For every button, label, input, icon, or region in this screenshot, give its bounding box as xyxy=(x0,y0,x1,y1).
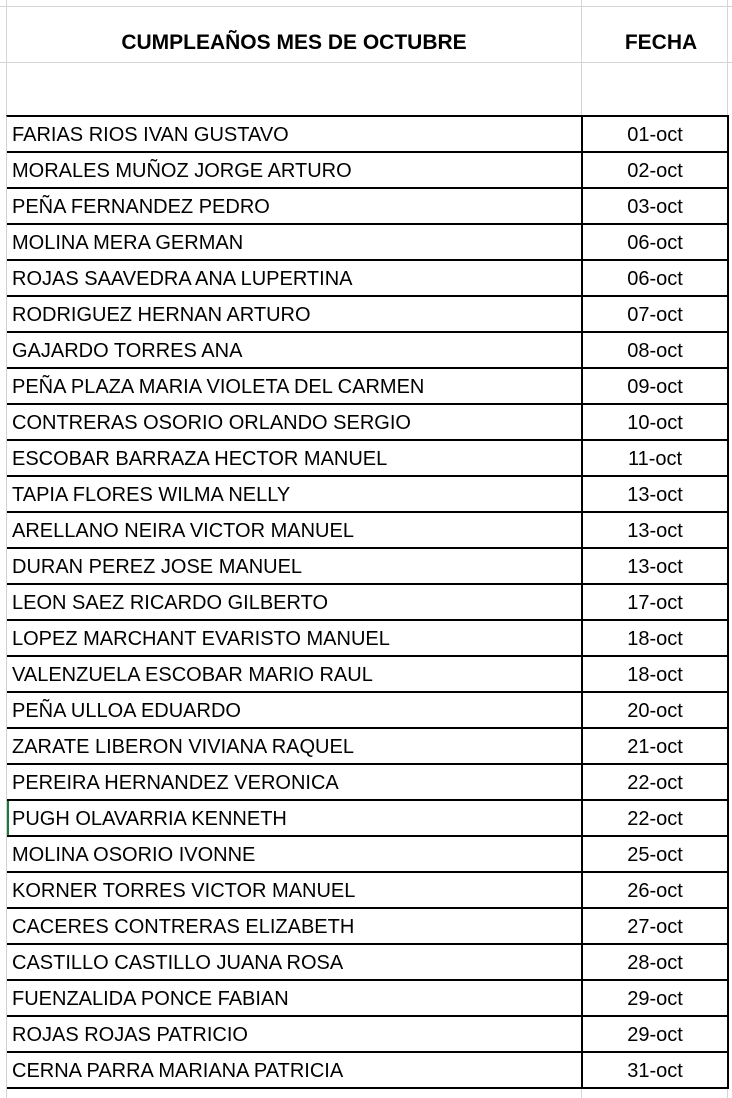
name-cell[interactable]: FUENZALIDA PONCE FABIAN xyxy=(7,981,583,1015)
date-cell[interactable]: 22-oct xyxy=(583,801,729,835)
name-cell[interactable]: VALENZUELA ESCOBAR MARIO RAUL xyxy=(7,657,583,691)
date-cell[interactable]: 13-oct xyxy=(583,549,729,583)
table-row xyxy=(7,981,729,1017)
date-cell[interactable]: 17-oct xyxy=(583,585,729,619)
table-row xyxy=(7,225,729,261)
name-cell[interactable]: PUGH OLAVARRIA KENNETH xyxy=(7,801,583,835)
date-cell[interactable]: 10-oct xyxy=(583,405,729,439)
table-row xyxy=(7,189,729,225)
table-row xyxy=(7,117,729,153)
table-row xyxy=(7,549,729,585)
name-cell[interactable]: ARELLANO NEIRA VICTOR MANUEL xyxy=(7,513,583,547)
table-row xyxy=(7,909,729,945)
name-cell[interactable]: GAJARDO TORRES ANA xyxy=(7,333,583,367)
name-cell[interactable]: CASTILLO CASTILLO JUANA ROSA xyxy=(7,945,583,979)
table-row xyxy=(7,873,729,909)
name-cell[interactable]: PEÑA ULLOA EDUARDO xyxy=(7,693,583,727)
table-row xyxy=(7,837,729,873)
date-cell[interactable]: 20-oct xyxy=(583,693,729,727)
name-cell[interactable]: CACERES CONTRERAS ELIZABETH xyxy=(7,909,583,943)
date-cell[interactable]: 26-oct xyxy=(583,873,729,907)
name-cell[interactable]: PEREIRA HERNANDEZ VERONICA xyxy=(7,765,583,799)
date-cell[interactable]: 06-oct xyxy=(583,225,729,259)
name-cell[interactable]: FARIAS RIOS IVAN GUSTAVO xyxy=(7,117,583,151)
name-cell[interactable]: PEÑA PLAZA MARIA VIOLETA DEL CARMEN xyxy=(7,369,583,403)
table-row xyxy=(7,261,729,297)
header-name-cell[interactable]: CUMPLEAÑOS MES DE OCTUBRE xyxy=(121,31,467,54)
date-cell[interactable]: 31-oct xyxy=(583,1053,729,1087)
date-cell[interactable]: 27-oct xyxy=(583,909,729,943)
name-cell[interactable]: ROJAS SAAVEDRA ANA LUPERTINA xyxy=(7,261,583,295)
date-cell[interactable]: 06-oct xyxy=(583,261,729,295)
name-cell[interactable]: MORALES MUÑOZ JORGE ARTURO xyxy=(7,153,583,187)
date-cell[interactable]: 29-oct xyxy=(583,1017,729,1051)
name-cell[interactable]: KORNER TORRES VICTOR MANUEL xyxy=(7,873,583,907)
date-cell[interactable]: 28-oct xyxy=(583,945,729,979)
date-cell[interactable]: 18-oct xyxy=(583,657,729,691)
header-row xyxy=(6,22,732,64)
date-cell[interactable]: 18-oct xyxy=(583,621,729,655)
table-row xyxy=(7,477,729,513)
date-cell[interactable]: 08-oct xyxy=(583,333,729,367)
date-cell[interactable]: 22-oct xyxy=(583,765,729,799)
name-cell[interactable]: RODRIGUEZ HERNAN ARTURO xyxy=(7,297,583,331)
table-row xyxy=(7,801,729,837)
table-row xyxy=(7,621,729,657)
grid-line xyxy=(0,6,732,7)
name-cell[interactable]: TAPIA FLORES WILMA NELLY xyxy=(7,477,583,511)
name-cell[interactable]: ESCOBAR BARRAZA HECTOR MANUEL xyxy=(7,441,583,475)
date-cell[interactable]: 29-oct xyxy=(583,981,729,1015)
date-cell[interactable]: 13-oct xyxy=(583,513,729,547)
table-row xyxy=(7,441,729,477)
table-row xyxy=(7,333,729,369)
date-cell[interactable]: 07-oct xyxy=(583,297,729,331)
date-cell[interactable]: 25-oct xyxy=(583,837,729,871)
table-row xyxy=(7,729,729,765)
name-cell[interactable]: MOLINA OSORIO IVONNE xyxy=(7,837,583,871)
table-row xyxy=(7,693,729,729)
name-cell[interactable]: CONTRERAS OSORIO ORLANDO SERGIO xyxy=(7,405,583,439)
date-cell[interactable]: 11-oct xyxy=(583,441,729,475)
date-cell[interactable]: 21-oct xyxy=(583,729,729,763)
table-row xyxy=(7,513,729,549)
table-row xyxy=(7,153,729,189)
date-cell[interactable]: 01-oct xyxy=(583,117,729,151)
date-cell[interactable]: 13-oct xyxy=(583,477,729,511)
name-cell[interactable]: MOLINA MERA GERMAN xyxy=(7,225,583,259)
name-cell[interactable]: LEON SAEZ RICARDO GILBERTO xyxy=(7,585,583,619)
table-row xyxy=(7,765,729,801)
date-cell[interactable]: 09-oct xyxy=(583,369,729,403)
table-row xyxy=(7,657,729,693)
table-row xyxy=(7,1017,729,1053)
table-row xyxy=(7,405,729,441)
header-date-cell[interactable]: FECHA xyxy=(624,31,698,54)
name-cell[interactable]: PEÑA FERNANDEZ PEDRO xyxy=(7,189,583,223)
table-row xyxy=(7,1053,729,1089)
name-cell[interactable]: LOPEZ MARCHANT EVARISTO MANUEL xyxy=(7,621,583,655)
name-cell[interactable]: ZARATE LIBERON VIVIANA RAQUEL xyxy=(7,729,583,763)
birthday-table xyxy=(6,115,729,1089)
date-cell[interactable]: 03-oct xyxy=(583,189,729,223)
date-cell[interactable]: 02-oct xyxy=(583,153,729,187)
name-cell[interactable]: ROJAS ROJAS PATRICIO xyxy=(7,1017,583,1051)
table-row xyxy=(7,297,729,333)
table-row xyxy=(7,945,729,981)
table-row xyxy=(7,369,729,405)
name-cell[interactable]: DURAN PEREZ JOSE MANUEL xyxy=(7,549,583,583)
name-cell[interactable]: CERNA PARRA MARIANA PATRICIA xyxy=(7,1053,583,1087)
table-row xyxy=(7,585,729,621)
